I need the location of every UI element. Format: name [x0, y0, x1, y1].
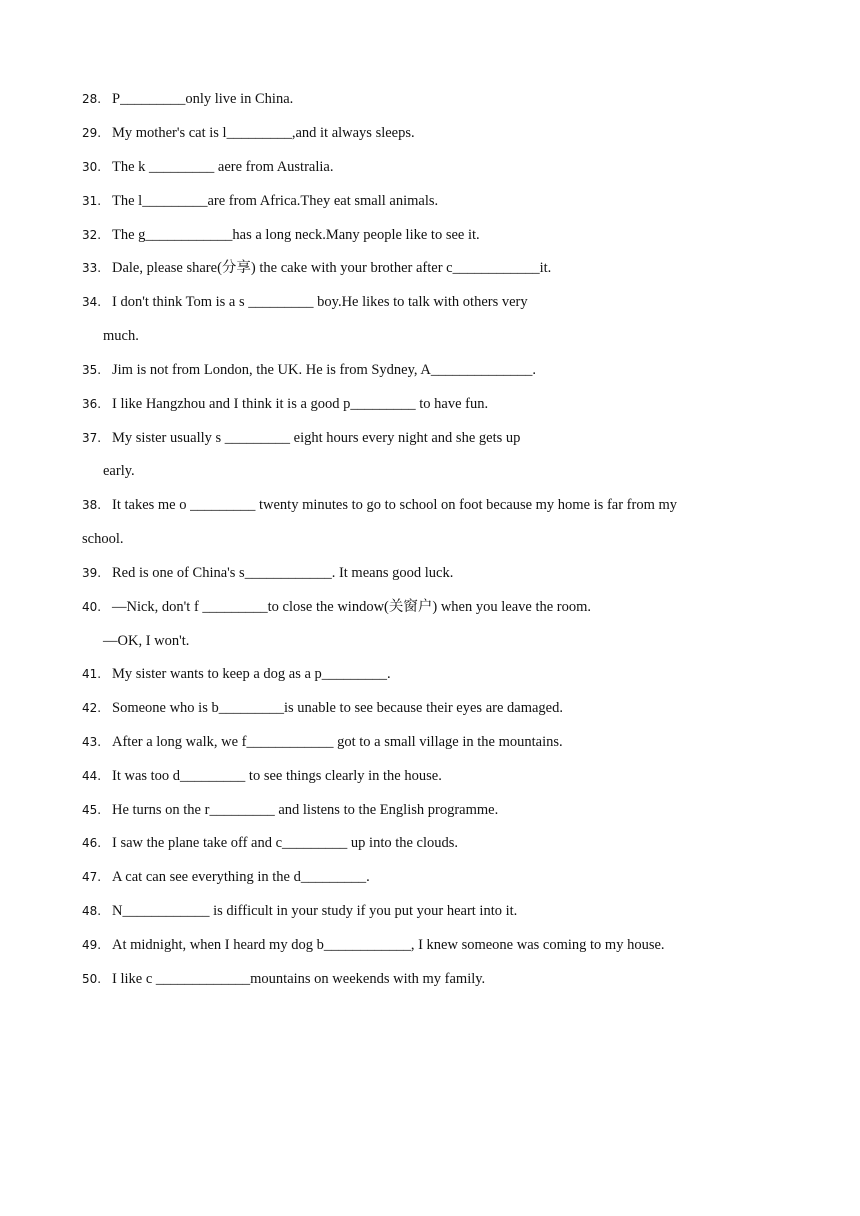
question-text: After a long walk, we f____________ got to a small village in the mountains. [112, 734, 563, 750]
question-30 [82, 157, 333, 177]
question-50 [82, 969, 485, 989]
question-29 [82, 123, 415, 143]
question-number: 49. [82, 938, 102, 952]
question-43 [82, 732, 563, 752]
question-text: A cat can see everything in the d_________. [112, 869, 370, 885]
question-number: 46. [82, 836, 102, 850]
question-number: 30. [82, 160, 102, 174]
question-37-continuation: early. [103, 463, 135, 479]
question-37 [82, 428, 520, 448]
question-41 [82, 664, 391, 684]
question-47 [82, 867, 370, 887]
question-40-continuation: —OK, I won't. [103, 633, 190, 649]
question-number: 48. [82, 904, 102, 918]
question-text: My sister wants to keep a dog as a p_________. [112, 666, 391, 682]
question-44 [82, 766, 442, 786]
question-32 [82, 225, 480, 245]
question-text: —Nick, don't f _________to close the window(关窗户) when you leave the room. [112, 599, 592, 615]
question-number: 40. [82, 600, 102, 614]
question-text: Dale, please share(分享) the cake with your brother after c____________it. [112, 260, 552, 276]
question-number: 42. [82, 701, 102, 715]
question-text: I like Hangzhou and I think it is a good p_________ to have fun. [112, 396, 489, 412]
question-text: At midnight, when I heard my dog b____________, I knew someone was coming to my house. [112, 937, 665, 953]
question-28 [82, 89, 293, 109]
question-number: 35. [82, 363, 102, 377]
question-number: 43. [82, 735, 102, 749]
question-38-continuation: school. [82, 531, 124, 547]
question-number: 31. [82, 194, 102, 208]
question-39 [82, 563, 453, 583]
question-text: The g____________has a long neck.Many people like to see it. [112, 227, 480, 243]
question-text: Someone who is b_________is unable to see because their eyes are damaged. [112, 700, 563, 716]
question-34-continuation: much. [103, 328, 139, 344]
question-number: 41. [82, 667, 102, 681]
question-number: 36. [82, 397, 102, 411]
question-number: 32. [82, 228, 102, 242]
question-number: 33. [82, 261, 102, 275]
question-number: 38. [82, 498, 102, 512]
question-number: 29. [82, 126, 102, 140]
question-text: I saw the plane take off and c_________ up into the clouds. [112, 835, 459, 851]
question-text: Red is one of China's s____________. It means good luck. [112, 565, 454, 581]
question-text: The k _________ aere from Australia. [112, 159, 334, 175]
question-text: He turns on the r_________ and listens to the English programme. [112, 802, 499, 818]
question-text: P_________only live in China. [112, 91, 294, 107]
question-48 [82, 901, 517, 921]
question-number: 44. [82, 769, 102, 783]
question-number: 45. [82, 803, 102, 817]
question-46 [82, 833, 458, 853]
question-36 [82, 394, 488, 414]
question-text: I like c _____________mountains on weekends with my family. [112, 971, 486, 987]
question-38 [82, 495, 677, 515]
question-number: 50. [82, 972, 102, 986]
question-text: The l_________are from Africa.They eat small animals. [112, 193, 439, 209]
question-text: I don't think Tom is a s _________ boy.He likes to talk with others very [112, 294, 528, 310]
question-text: It was too d_________ to see things clearly in the house. [112, 768, 442, 784]
question-number: 37. [82, 431, 102, 445]
question-number: 39. [82, 566, 102, 580]
question-33 [82, 258, 551, 278]
question-35 [82, 360, 536, 380]
question-42 [82, 698, 563, 718]
question-text: My mother's cat is l_________,and it always sleeps. [112, 125, 415, 141]
question-text: It takes me o _________ twenty minutes to go to school on foot because my home is far from my [112, 497, 677, 513]
question-40 [82, 597, 591, 617]
question-34 [82, 292, 528, 312]
question-31 [82, 191, 438, 211]
question-number: 28. [82, 92, 102, 106]
question-number: 47. [82, 870, 102, 884]
question-number: 34. [82, 295, 102, 309]
question-49 [82, 935, 665, 955]
question-45 [82, 800, 498, 820]
question-text: Jim is not from London, the UK. He is from Sydney, A______________. [112, 362, 536, 378]
question-text: My sister usually s _________ eight hours every night and she gets up [112, 430, 521, 446]
question-text: N____________ is difficult in your study if you put your heart into it. [112, 903, 518, 919]
